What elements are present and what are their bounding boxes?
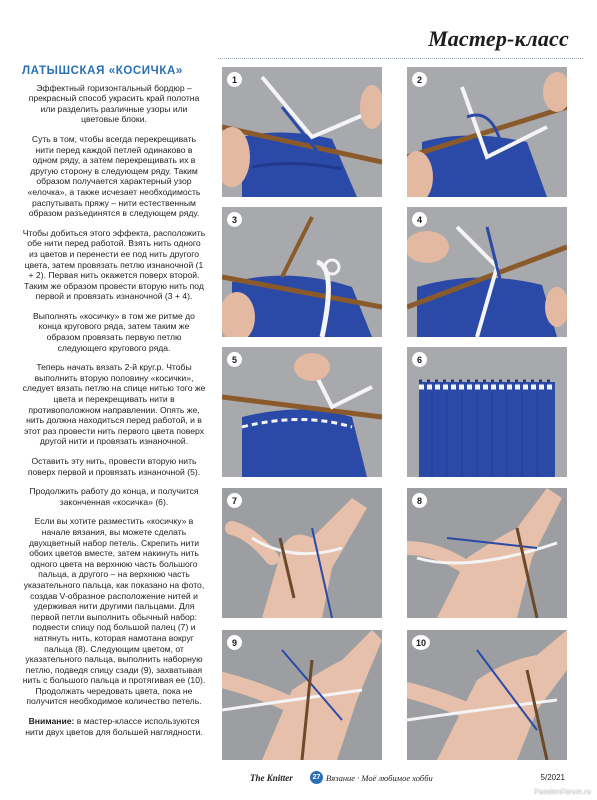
step-number-badge: 10 xyxy=(412,635,430,650)
step-photo-4 xyxy=(407,207,567,337)
step-photo-6 xyxy=(407,347,567,477)
header-divider xyxy=(218,58,583,59)
step-photo-8 xyxy=(407,488,567,618)
step-photo-10 xyxy=(407,630,567,760)
paragraph-steps-1-4: Чтобы добиться этого эффекта, расположить обе нити перед работой. Взять нить одного из цветов и перенести ее под нить другого цвета, затем провязать петлю изнаночной (1 + 2). Первая нить окажется поверх второй. Таким же образом провести вторую нить под первой и провязать изнаночной (3 + 4). xyxy=(22,227,206,302)
paragraph-principle: Суть в том, чтобы всегда перекрещивать нити перед каждой петлей одинаково в одном ряду, а затем перекрещивать их в другую сторону в следующем ряду. Таким образом получается характерный узор «елочка», а также исчезает необходимость распутывать пряжу – нити естественным образом разъединятся в следующем ряду. xyxy=(27,133,201,219)
step-number-badge: 6 xyxy=(412,352,427,367)
footer-tagline: Вязание · Моё любимое хобби xyxy=(326,773,433,783)
section-title: ЛАТЫШСКАЯ «КОСИЧКА» xyxy=(22,65,183,77)
step-photo-3 xyxy=(222,207,382,337)
footer-brand: The Knitter xyxy=(250,773,293,783)
note-label: Внимание: xyxy=(28,716,75,727)
article-text xyxy=(22,66,206,746)
note xyxy=(22,716,206,737)
step-photo-5 xyxy=(222,347,382,477)
step-number-badge: 9 xyxy=(227,635,242,650)
step-number-badge: 7 xyxy=(227,493,242,508)
step-photo-1 xyxy=(222,67,382,197)
step-number-badge: 8 xyxy=(412,493,427,508)
watermark: PassionForum.ru xyxy=(533,787,591,796)
paragraph-round-end: Выполнять «косичку» в том же ритме до конца кругового ряда, затем таким же образом провязать первую петлю следующего кругового ряда. xyxy=(33,310,195,353)
page-title: Мастер-класс xyxy=(428,26,569,51)
step-number-badge: 2 xyxy=(412,72,427,87)
paragraph-intro: Эффектный горизонтальный бордюр – прекрасный способ украсить край полотна или разделить различные узоры или цветовые блоки. xyxy=(28,82,200,125)
paragraph-cast-on: Если вы хотите разместить «косичку» в начале вязания, вы можете сделать двухцветный набор петель. Скрепить нити обоих цветов вместе, затем накинуть нить одного цвета на верхнюю часть большого пальца, а другого – на верхнюю часть указательного пальца, как показано на фото, создав V-образное расположение нитей и удерживая нити другими пальцами. Для первой петли выполнить обычный набор: подвести спицу под большой палец (7) и натянуть нить, которая намотана вокруг пальца (8). Следующим цветом, от указательного пальца, выполнить наборную петлю, подведя спицу сзади (9), захватывая нить с большого пальца и протягивая ее (10). Продолжать чередовать цвета, пока не получится необходимое количество петель. xyxy=(22,516,206,707)
step-photo-2 xyxy=(407,67,567,197)
step-number-badge: 1 xyxy=(227,72,242,87)
page-number: 27 xyxy=(310,771,323,784)
step-number-badge: 4 xyxy=(412,212,427,227)
step-number-badge: 3 xyxy=(227,212,242,227)
paragraph-step-5: Оставить эту нить, провести вторую нить поверх первой и провязать изнаночной (5). xyxy=(27,456,201,477)
page-footer xyxy=(230,771,577,787)
step-photo-7 xyxy=(222,488,382,618)
issue-number: 5/2021 xyxy=(540,773,565,782)
note-text: в мастер-классе используются нити двух цветов для большей наглядности. xyxy=(25,716,203,737)
paragraph-step-6: Продолжить работу до конца, и получится законченная «косичка» (6). xyxy=(29,486,199,507)
paragraph-second-round: Теперь начать вязать 2-й круг.р. Чтобы выполнить вторую половину «косички», следует вязать петлю на спице нитью того же цвета и перекрещивать нити в противоположном направлении. Опять же, нить должна находиться перед работой, и в этот раз провести нить первого цвета поверх другой нити и провязать изнаночной. xyxy=(22,362,206,447)
step-photo-9 xyxy=(222,630,382,760)
step-number-badge: 5 xyxy=(227,352,242,367)
